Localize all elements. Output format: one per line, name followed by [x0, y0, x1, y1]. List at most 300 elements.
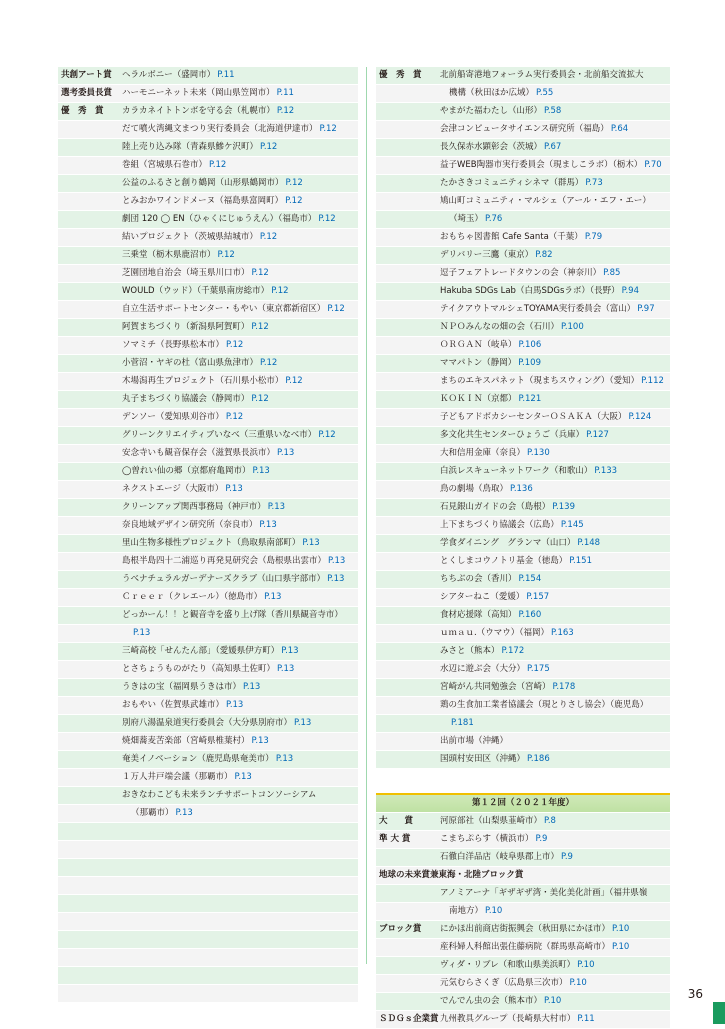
award-row [58, 949, 358, 967]
award-entry [440, 975, 587, 992]
award-entry [440, 921, 629, 938]
award-entry [122, 895, 124, 912]
award-winner: 南地方） [449, 906, 484, 916]
award-winner: 安念寺いも観音保存会（滋賀県長浜市） [122, 448, 276, 458]
page-reference: P.76 [485, 214, 503, 224]
award-entry [122, 247, 235, 264]
award-winner: 丸子まちづくり協議会（静岡市） [122, 394, 250, 404]
award-row [376, 265, 670, 283]
page-reference: P.13 [133, 628, 151, 638]
award-row [58, 319, 358, 337]
award-entry [122, 715, 311, 732]
award-row [58, 247, 358, 265]
award-row [58, 553, 358, 571]
page-reference: P.8 [544, 816, 556, 826]
award-winner: 陸上売り込み隊（青森県鰺ケ沢町） [122, 142, 259, 152]
award-entry [122, 931, 124, 948]
award-entry [440, 993, 561, 1010]
award-entry [122, 643, 299, 660]
award-entry [440, 103, 561, 120]
award-entry [122, 517, 277, 534]
award-entry [122, 841, 124, 858]
page-reference: P.112 [641, 376, 664, 386]
award-entry [440, 301, 655, 318]
page-reference: P.13 [226, 700, 244, 710]
award-winner: 鶏の生食加工業者協議会（現とりさし協会）（鹿児島） [440, 700, 649, 710]
award-entry [122, 985, 124, 1002]
award-entry [122, 877, 124, 894]
award-winner: 別府八湯温泉道実行委員会（大分県別府市） [122, 718, 293, 728]
award-entry [122, 625, 150, 642]
page-reference: P.127 [586, 430, 609, 440]
award-winner: にかほ出前商店街振興会（秋田県にかほ市） [440, 924, 611, 934]
award-row [376, 535, 670, 553]
page-reference: P.13 [175, 808, 193, 818]
award-entry [122, 607, 345, 624]
award-row [376, 211, 670, 229]
page-reference: P.13 [281, 646, 299, 656]
award-winner: 三崎高校「せんたん部」（愛媛県伊方町） [122, 646, 280, 656]
award-row [58, 445, 358, 463]
page-reference: P.12 [271, 286, 289, 296]
award-row [58, 715, 358, 733]
award-row [376, 283, 670, 301]
page-reference: P.12 [327, 304, 345, 314]
award-winner: とくしまコウノトリ基金（徳島） [440, 556, 568, 566]
award-row [58, 733, 358, 751]
award-row [58, 661, 358, 679]
award-winner: 石徹白洋品店（岐阜県郡上市） [440, 852, 560, 862]
page-reference: P.13 [302, 538, 320, 548]
page-reference: P.10 [485, 906, 503, 916]
award-entry [122, 913, 124, 930]
award-entry [122, 409, 243, 426]
award-winner: 逗子フェアトレードタウンの会（神奈川） [440, 268, 602, 278]
award-entry [440, 715, 474, 732]
page-reference: P.13 [294, 718, 312, 728]
award-row [58, 175, 358, 193]
award-row [376, 885, 670, 903]
award-category: 大 賞 [379, 816, 414, 826]
award-entry [440, 373, 664, 390]
award-row [376, 751, 670, 769]
award-entry [440, 957, 594, 974]
award-entry [122, 769, 252, 786]
page-reference: P.178 [552, 682, 576, 692]
page-reference: P.12 [318, 214, 336, 224]
page-reference: P.163 [550, 628, 574, 638]
award-row [376, 553, 670, 571]
page-reference: P.11 [577, 1014, 595, 1024]
award-entry [440, 391, 541, 408]
award-row [58, 121, 358, 139]
award-winner: うきはの宝（福岡県うきは市） [122, 682, 242, 692]
page-reference: P.172 [501, 646, 525, 656]
award-winner: 劇団 120 ◯ EN（ひゃくにじゅうえん）（福島市） [122, 214, 317, 224]
award-winner: 北前船寄港地フォーラム実行委員会・北前船交流拡大 [440, 70, 644, 80]
award-entry [440, 679, 575, 696]
award-entry [440, 607, 541, 624]
award-entry [440, 427, 609, 444]
page-reference: P.13 [243, 682, 261, 692]
award-winner: ハーモニーネット未来（岡山県笠岡市） [122, 88, 275, 98]
award-row [376, 463, 670, 481]
award-row [376, 813, 670, 831]
award-entry [122, 553, 345, 570]
award-entry [440, 157, 662, 174]
page-reference: P.12 [251, 268, 269, 278]
award-row [58, 697, 358, 715]
award-row [58, 193, 358, 211]
award-winner: ◯曽れい仙の郷（京都府亀岡市） [122, 466, 251, 476]
award-row [376, 445, 670, 463]
award-row [58, 103, 358, 121]
award-row [376, 939, 670, 957]
page-reference: P.13 [259, 520, 277, 530]
page-reference: P.85 [603, 268, 621, 278]
page-reference: P.13 [252, 466, 270, 476]
award-entry [440, 697, 650, 714]
award-row [58, 139, 358, 157]
page-reference: P.12 [285, 178, 303, 188]
award-category: 選考委員長賞 [61, 88, 113, 98]
page-reference: P.58 [544, 106, 562, 116]
page-reference: P.136 [510, 484, 533, 494]
page-reference: P.12 [217, 250, 235, 260]
page-reference: P.157 [526, 592, 550, 602]
page-reference: P.12 [226, 340, 244, 350]
corner-tab [713, 1002, 725, 1024]
award-winner: おきなわこども未来ランチサポートコンソーシアム [122, 790, 317, 800]
award-winner: 自立生活サポートセンター・もやい（東京都新宿区） [122, 304, 326, 314]
award-entry [122, 139, 277, 156]
page-reference: P.106 [518, 340, 542, 350]
award-category: 優 秀 賞 [61, 106, 104, 116]
award-winner: 大和信用金庫（奈良） [440, 448, 526, 458]
page-reference: P.11 [276, 88, 294, 98]
award-entry [122, 427, 336, 444]
award-winner: テイクアウトマルシェTOYAMA実行委員会（富山） [440, 304, 636, 314]
page-reference: P.10 [612, 942, 630, 952]
left-column [58, 67, 358, 1003]
award-row [376, 867, 670, 885]
award-entry [122, 445, 294, 462]
award-winner: 水辺に遊ぶ会（大分） [440, 664, 526, 674]
award-row [58, 679, 358, 697]
award-winner: 産科婦人科館出張住藤病院（群馬県高崎市） [440, 942, 611, 952]
award-winner: 長久保赤水顕彰会（茨城） [440, 142, 543, 152]
award-entry [440, 265, 620, 282]
award-row [58, 301, 358, 319]
award-row [58, 589, 358, 607]
award-row [58, 967, 358, 985]
award-winner: Ｃｒｅｅｒ（クレエール）（徳島市） [122, 592, 263, 602]
award-row [58, 805, 358, 823]
page-reference: P.12 [260, 142, 278, 152]
award-row [58, 931, 358, 949]
page-number: 36 [687, 987, 703, 1001]
page-reference: P.160 [518, 610, 542, 620]
award-entry [440, 229, 602, 246]
award-winner: ｕｍａｕ.（ウマウ）（福岡） [440, 628, 549, 638]
award-row [58, 265, 358, 283]
page-reference: P.13 [328, 556, 346, 566]
award-entry [122, 571, 344, 588]
award-row [376, 643, 670, 661]
award-entry [440, 751, 550, 768]
award-winner: 巻組（宮城県石巻市） [122, 160, 208, 170]
award-entry [122, 157, 226, 174]
award-winner: ヴィダ・リブレ（和歌山県美浜町） [440, 960, 576, 970]
award-entry [122, 733, 269, 750]
page-reference: P.11 [217, 70, 235, 80]
award-winner: どっかーん！！と観音寺を盛り上げ隊（香川県観音寺市） [122, 610, 343, 620]
page-reference: P.67 [544, 142, 562, 152]
award-winner: ちちぶの会（香川） [440, 574, 517, 584]
award-row [376, 67, 670, 85]
award-winner: WOULD（ウッド）（千葉県南房総市） [122, 286, 270, 296]
award-entry [440, 535, 600, 552]
award-winner: 学食ダイニング グランマ（山口） [440, 538, 576, 548]
award-row [376, 903, 670, 921]
award-entry [122, 859, 124, 876]
award-row [376, 993, 670, 1011]
award-winner: Hakuba SDGs Lab（白馬SDGsラボ）（長野） [440, 286, 620, 296]
award-row [376, 1011, 670, 1029]
award-winner: 白浜レスキューネットワーク（和歌山） [440, 466, 593, 476]
page-reference: P.64 [610, 124, 629, 134]
award-row [376, 697, 670, 715]
award-row [376, 661, 670, 679]
award-entry [122, 319, 269, 336]
page-reference: P.109 [518, 358, 541, 368]
award-winner: 石見銀山ガイドの会（島根） [440, 502, 551, 512]
award-entry [122, 967, 124, 984]
award-entry [440, 193, 653, 210]
award-entry [440, 139, 561, 156]
award-row [376, 679, 670, 697]
award-category: 共創アート賞 [61, 70, 112, 80]
award-winner: ソマミチ（長野県松本市） [122, 340, 225, 350]
award-winner: グリーンクリエイティブいなべ（三重県いなべ市） [122, 430, 317, 440]
award-row [58, 913, 358, 931]
award-row [376, 921, 670, 939]
award-winner: 国頭村安田区（沖縄） [440, 754, 526, 764]
award-row [58, 751, 358, 769]
page-reference: P.10 [577, 960, 595, 970]
page-reference: P.12 [285, 376, 303, 386]
page-reference: P.82 [535, 250, 553, 260]
award-row [58, 535, 358, 553]
award-row [376, 319, 670, 337]
right-award-list [376, 67, 670, 769]
award-entry [122, 499, 285, 516]
award-entry [440, 283, 639, 300]
page-reference: P.181 [451, 718, 474, 728]
award-row [58, 571, 358, 589]
page-reference: P.13 [275, 754, 294, 764]
award-entry [122, 373, 303, 390]
award-row [376, 103, 670, 121]
year-heading: 第１２回（２０２１年度） [376, 793, 670, 812]
page-reference: P.154 [518, 574, 542, 584]
award-row [376, 121, 670, 139]
award-winner: 阿賀まちづくり（新潟県阿賀町） [122, 322, 250, 332]
page-reference: P.121 [518, 394, 542, 404]
page-reference: P.10 [544, 996, 562, 1006]
award-row [58, 427, 358, 445]
award-row [58, 877, 358, 895]
page-reference: P.186 [527, 754, 550, 764]
page-reference: P.13 [267, 502, 286, 512]
award-winner: 里山生物多様性プロジェクト（鳥取県南部町） [122, 538, 301, 548]
award-entry [440, 733, 510, 750]
award-entry [440, 211, 502, 228]
award-entry [122, 661, 294, 678]
award-entry [122, 589, 281, 606]
award-row [58, 841, 358, 859]
award-winner: とさちょうものがたり（高知県土佐町） [122, 664, 276, 674]
page-reference: P.13 [234, 772, 252, 782]
award-row [376, 607, 670, 625]
award-winner: デンソー（愛知県刈谷市） [122, 412, 224, 422]
award-entry [122, 301, 345, 318]
award-entry [122, 751, 293, 768]
award-entry [440, 409, 651, 426]
award-row [58, 769, 358, 787]
page-reference: P.10 [612, 924, 630, 934]
award-row [58, 67, 358, 85]
page-reference: P.9 [561, 852, 573, 862]
award-entry [440, 849, 573, 866]
award-winner: とみおかワインドメーヌ（福島県富岡町） [122, 196, 284, 206]
award-row [58, 211, 358, 229]
award-row [376, 733, 670, 751]
award-row [58, 787, 358, 805]
award-entry [440, 319, 584, 336]
award-winner: ママパトン（静岡） [440, 358, 517, 368]
award-entry [122, 337, 243, 354]
award-row [376, 975, 670, 993]
award-row [58, 391, 358, 409]
award-winner: 鳥の劇場（鳥取） [440, 484, 509, 494]
award-winner: シアターねこ（愛媛） [440, 592, 525, 602]
award-row [376, 481, 670, 499]
award-category: 準 大 賞 [379, 834, 411, 844]
page-reference: P.145 [560, 520, 584, 530]
page-reference: P.13 [251, 736, 269, 746]
award-row [58, 517, 358, 535]
award-winner: おもちゃ図書館 Cafe Santa（千葉） [440, 232, 583, 242]
award-entry [122, 463, 270, 480]
page-reference: P.79 [584, 232, 603, 242]
award-entry [122, 391, 269, 408]
award-entry [122, 265, 269, 282]
award-winner: 島根半島四十二浦巡り再発見研究会（島根県出雲市） [122, 556, 327, 566]
award-row [376, 409, 670, 427]
award-row [376, 373, 670, 391]
award-entry [122, 535, 320, 552]
award-winner: デリバリー三鷹（東京） [440, 250, 534, 260]
page-reference: P.12 [276, 106, 295, 116]
page-reference: P.10 [569, 978, 587, 988]
award-entry [440, 121, 628, 138]
page-reference: P.9 [535, 834, 548, 844]
award-winner: 宮崎がん共同勉強会（宮崎） [440, 682, 551, 692]
award-winner: （埼玉） [449, 214, 484, 224]
award-row [58, 283, 358, 301]
award-entry [440, 813, 556, 830]
page-reference: P.13 [327, 574, 345, 584]
award-row [376, 957, 670, 975]
page-reference: P.100 [561, 322, 584, 332]
award-winner: 益子WEB陶器市実行委員会（現ましこラボ）（栃木） [440, 160, 643, 170]
award-entry [440, 885, 649, 902]
award-row [58, 643, 358, 661]
award-category: 優 秀 賞 [379, 70, 422, 80]
award-winner: 結いプロジェクト（茨城県結城市） [122, 232, 258, 242]
page-reference: P.70 [644, 160, 662, 170]
award-winner: 焼畑蕎麦苦楽部（宮崎県椎葉村） [122, 736, 250, 746]
award-entry [122, 481, 243, 498]
page-reference: P.13 [277, 448, 295, 458]
award-winner: ＯＲＧＡＮ（岐阜） [440, 340, 517, 350]
award-winner: 機構（秋田ほか広域） [449, 88, 535, 98]
award-winner: （那覇市） [131, 808, 174, 818]
page-reference: P.12 [251, 322, 269, 332]
award-entry [122, 175, 303, 192]
award-entry [440, 247, 553, 264]
award-row [58, 85, 358, 103]
award-winner: 子どもアドボカシーセンターＯＳＡＫＡ（大阪） [440, 412, 627, 422]
award-entry [440, 499, 575, 516]
award-entry [122, 823, 124, 840]
award-entry [440, 625, 574, 642]
page-reference: P.12 [318, 430, 336, 440]
award-entry [122, 787, 318, 804]
award-winner: まちのエキスパネット（現まちスウィング）（愛知） [440, 376, 640, 386]
award-entry [440, 445, 550, 462]
page-reference: P.12 [319, 124, 337, 134]
award-row [376, 499, 670, 517]
award-row [58, 355, 358, 373]
award-entry [122, 229, 277, 246]
award-winner: カラカネイトトンボを守る会（札幌市） [122, 106, 275, 116]
award-entry [440, 661, 550, 678]
award-row [376, 517, 670, 535]
page-reference: P.12 [209, 160, 227, 170]
award-row [376, 301, 670, 319]
award-winner: 芝園団地自治会（埼玉県川口市） [122, 268, 250, 278]
award-entry [440, 463, 617, 480]
award-winner: 上下まちづくり協議会（広島） [440, 520, 559, 530]
award-entry [440, 571, 541, 588]
award-winner: やまがた福わたし（山形） [440, 106, 543, 116]
award-entry [440, 1011, 595, 1028]
award-entry [122, 193, 303, 210]
award-winner: 鳩山町コミュニティ・マルシェ（アール・エフ・エー） [440, 196, 651, 206]
page-reference: P.12 [251, 394, 269, 404]
award-winner: 九州教具グループ（長崎県大村市） [440, 1014, 576, 1024]
award-winner: ＫＯＫＩＮ（京都） [440, 394, 517, 404]
award-entry [440, 589, 549, 606]
award-entry [122, 805, 193, 822]
award-winner: こまちぷらす（横浜市） [440, 834, 534, 844]
award-row [58, 229, 358, 247]
page-reference: P.94 [621, 286, 639, 296]
page-reference: P.13 [225, 484, 243, 494]
award-category: 地球の未来賞兼東海・北陸ブロック賞 [379, 870, 524, 880]
